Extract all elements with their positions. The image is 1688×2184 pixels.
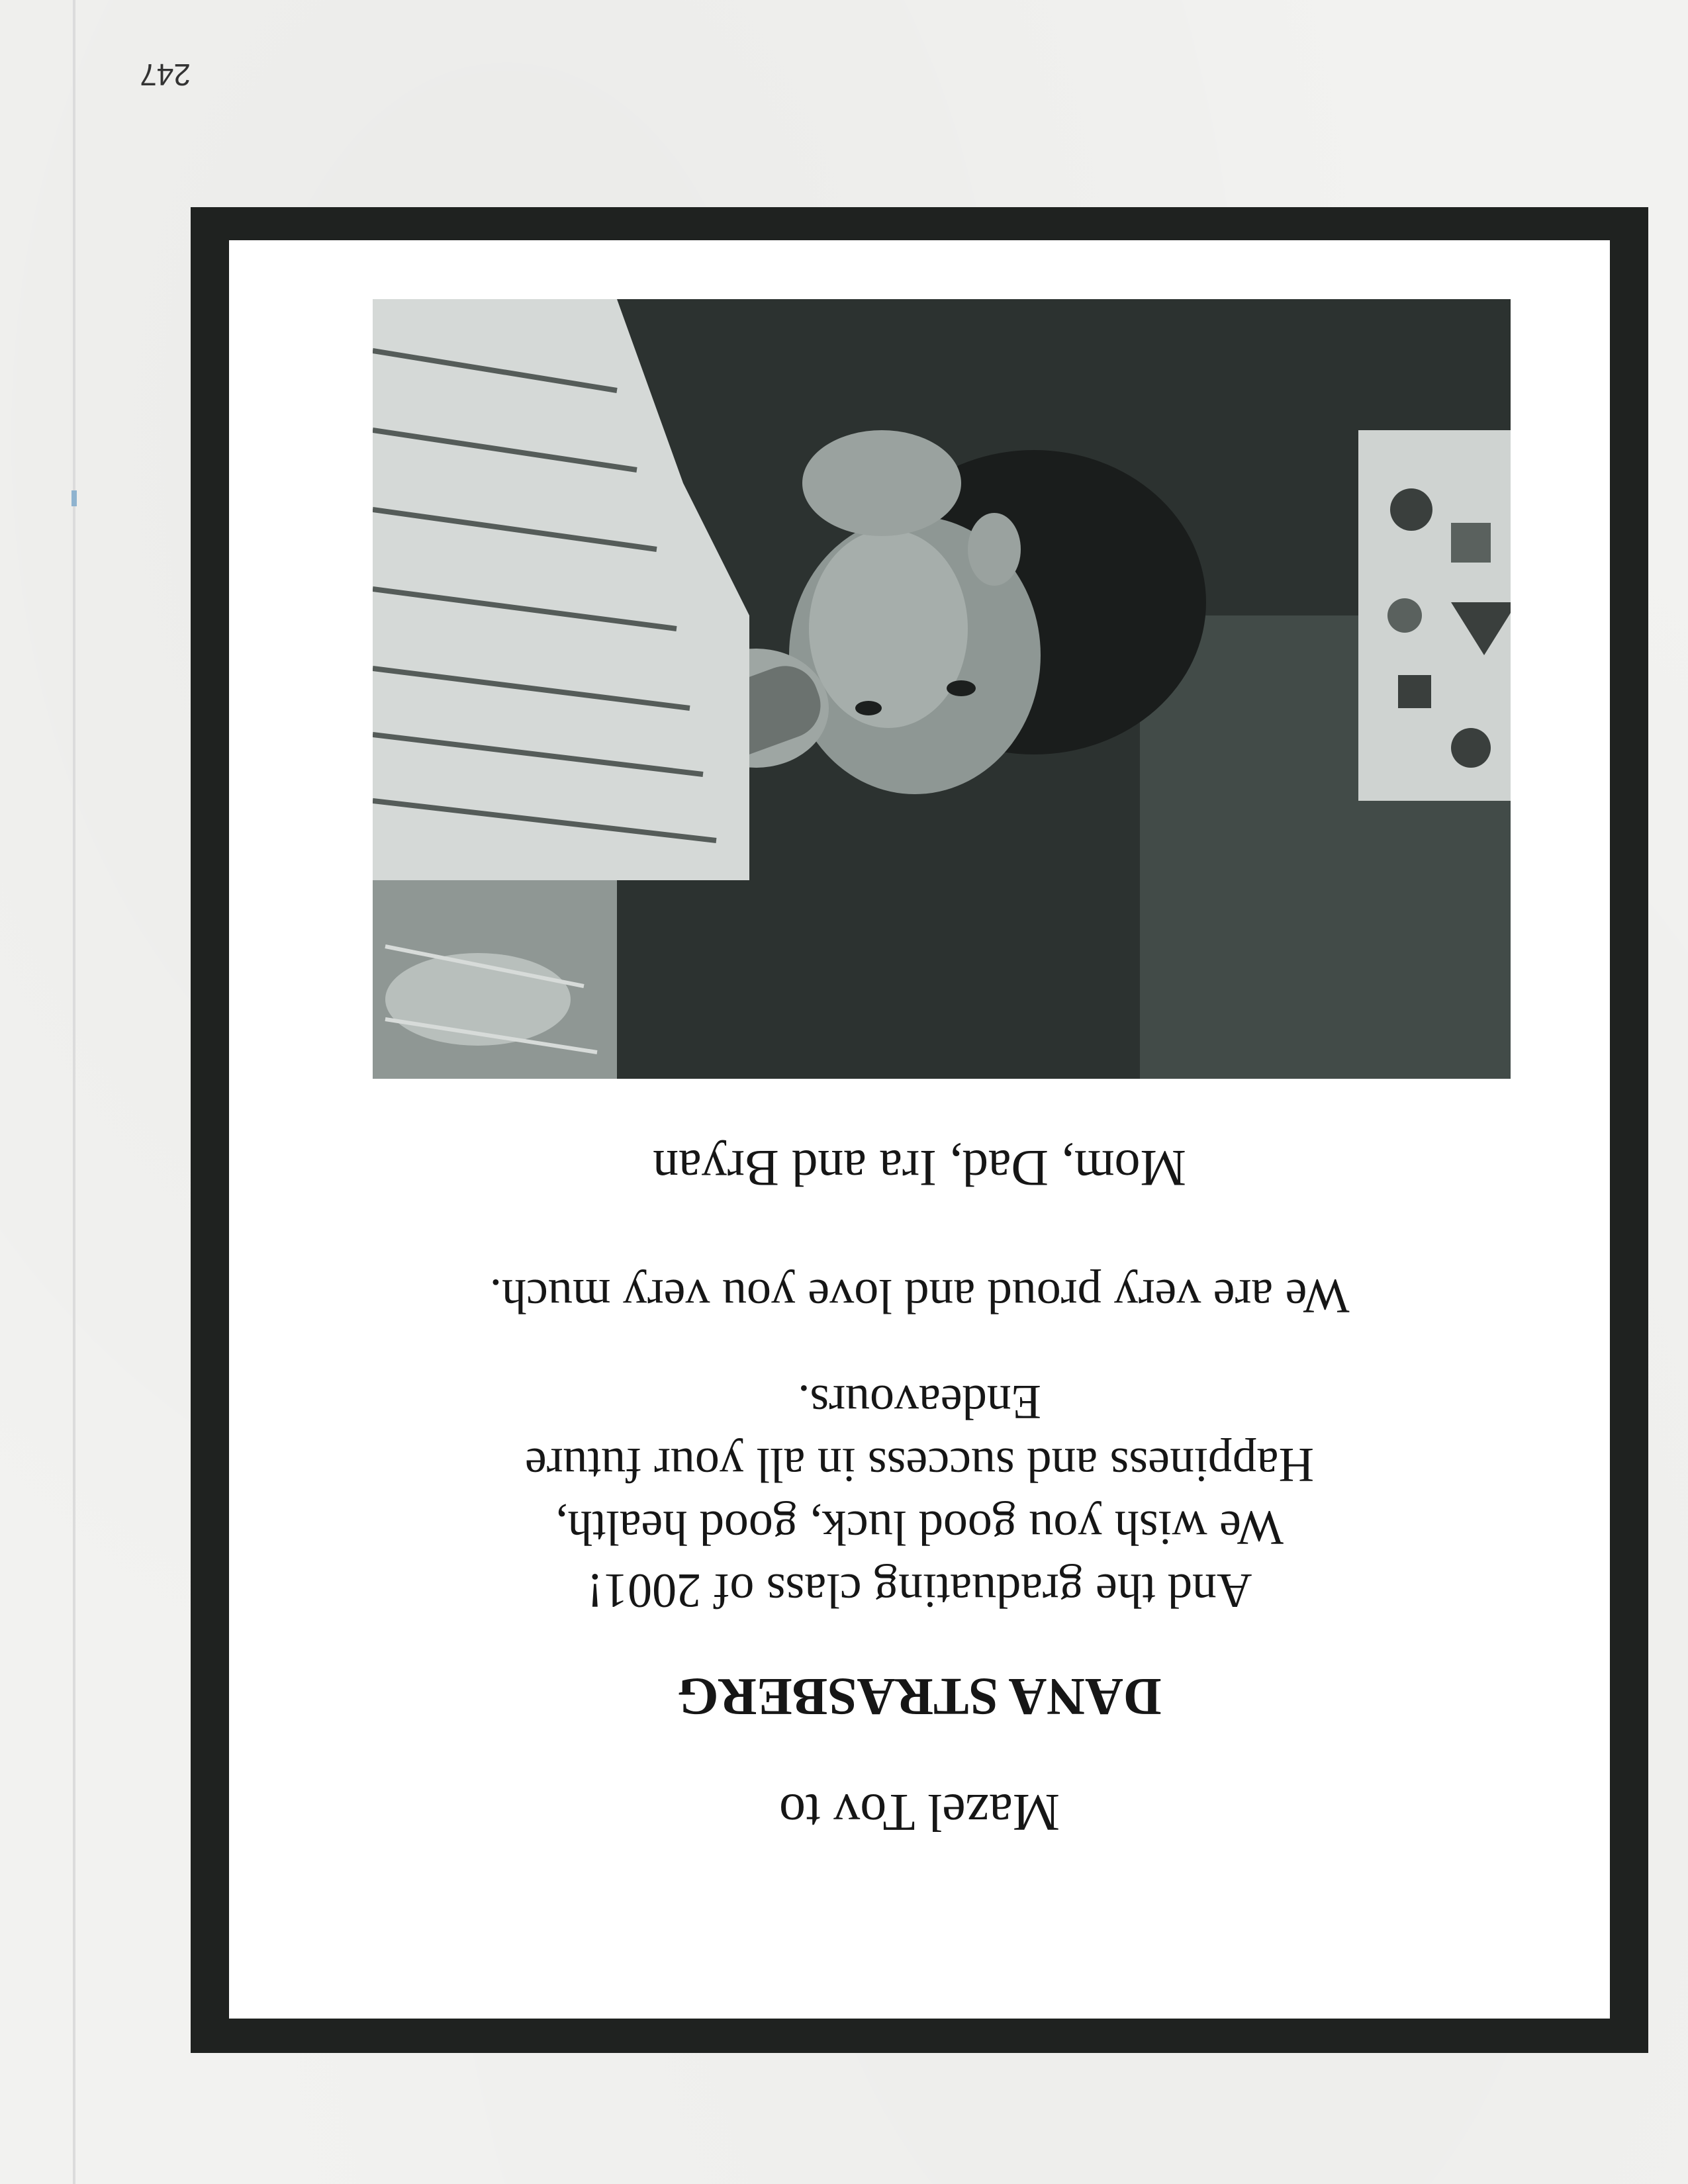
message-line: Happiness and success in all your future xyxy=(525,1437,1314,1492)
patterned-fabric xyxy=(1358,430,1511,801)
greeting-line: Mazel Tov to xyxy=(779,1783,1060,1841)
ad-panel xyxy=(229,240,1610,2019)
binding-edge-line xyxy=(73,0,75,2184)
page-number: 247 xyxy=(140,58,191,92)
message-line: And the graduating class of 2001! xyxy=(586,1563,1252,1617)
message-line: We wish you good luck, good health, xyxy=(555,1500,1284,1555)
child-photo-illustration xyxy=(373,299,1511,1079)
message-line: Endeavours. xyxy=(798,1375,1041,1429)
binding-edge-mark xyxy=(71,490,77,506)
message-line: We are very proud and love you very much. xyxy=(489,1269,1350,1323)
honoree-name: DANA STRASBERG xyxy=(677,1667,1162,1725)
ad-border-frame xyxy=(191,207,1648,2053)
signature-line: Mom, Dad, Ira and Bryan xyxy=(653,1140,1186,1197)
child-photo xyxy=(373,299,1511,1079)
